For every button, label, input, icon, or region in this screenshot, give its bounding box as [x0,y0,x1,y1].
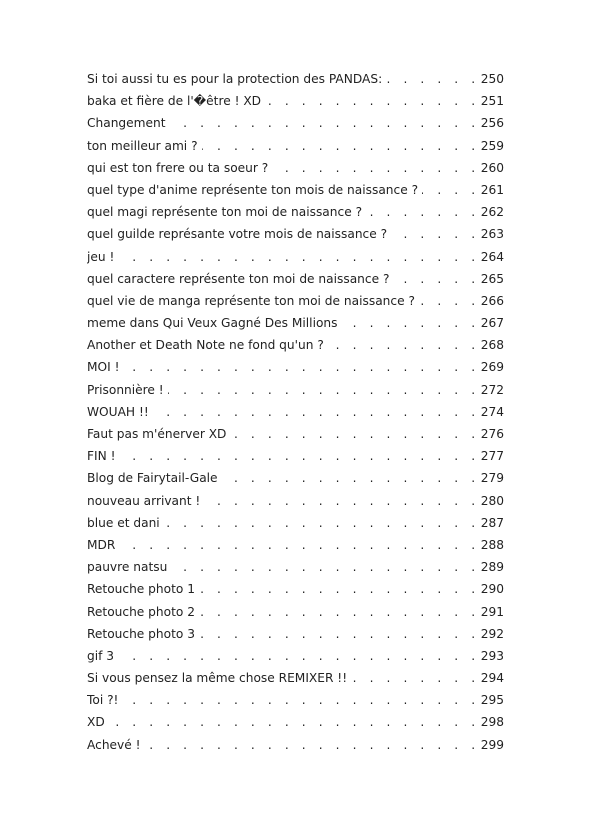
toc-entry-page-number: 274 [480,404,504,419]
toc-entry-title: WOUAH !! [87,404,149,419]
dot-leader [393,268,479,290]
toc-entry-page-number: 295 [480,693,504,708]
toc-entry-title: Blog de Fairytail-Gale [87,471,218,486]
toc-entry-title: gif 3 [87,648,115,663]
toc-entry-page-number: 280 [480,493,504,508]
dot-leader [171,556,479,578]
toc-entry-page-number: 288 [480,537,504,552]
dot-leader [123,356,479,378]
toc-entry-title: jeu ! [87,249,115,264]
dot-leader [118,645,480,667]
toc-entry-page-number: 290 [480,582,504,597]
toc-entry-title: MDR [87,537,116,552]
toc-entry [87,334,504,356]
toc-entry-page-number: 256 [480,116,504,131]
dot-leader [222,467,480,489]
toc-entry-title: nouveau arrivant ! [87,493,201,508]
toc-entry [87,578,504,600]
toc-entry-page-number: 268 [480,338,504,353]
dot-leader [109,711,480,733]
toc-entry [87,423,504,445]
toc-entry-title: Changement [87,116,166,131]
toc-entry-page-number: 293 [480,648,504,663]
toc-entry-page-number: 277 [480,449,504,464]
toc-entry-page-number: 262 [480,205,504,220]
dot-leader [145,734,480,756]
toc-entry [87,135,504,157]
toc-entry-page-number: 299 [480,737,504,752]
toc-entry-title: Retouche photo 1 [87,582,195,597]
toc-entry [87,157,504,179]
toc-entry [87,623,504,645]
toc-entry [87,711,504,733]
toc-entry-title: XD [87,715,105,730]
toc-entry-page-number: 266 [480,293,504,308]
toc-entry-page-number: 265 [480,271,504,286]
toc-entry-page-number: 251 [480,94,504,109]
toc-entry [87,467,504,489]
toc-entry-page-number: 261 [480,182,504,197]
toc-entry-title: Si vous pensez la même chose REMIXER !! [87,671,348,686]
toc-entry-title: quel vie de manga représente ton moi de naissance ? [87,293,415,308]
toc-entry [87,601,504,623]
dot-leader [386,68,479,90]
dot-leader [366,201,480,223]
dot-leader [199,601,480,623]
toc-entry-title: quel guilde représante votre mois de naissance ? [87,227,388,242]
toc-entry [87,734,504,756]
toc-entry [87,667,504,689]
dot-leader [230,423,479,445]
toc-entry-page-number: 298 [480,715,504,730]
toc-entry [87,356,504,378]
toc-entry-page-number: 291 [480,604,504,619]
toc-entry-title: Toi ?! [87,693,119,708]
toc-entry-title: ton meilleur ami ? [87,138,198,153]
toc-entry [87,490,504,512]
toc-entry [87,645,504,667]
dot-leader [422,179,480,201]
toc-entry-title: quel caractere représente ton moi de naissance ? [87,271,390,286]
toc-entry-page-number: 259 [480,138,504,153]
toc-entry-title: meme dans Qui Veux Gagné Des Millions [87,316,338,331]
toc-entry [87,379,504,401]
toc-entry-page-number: 292 [480,626,504,641]
toc-entry-title: blue et dani [87,515,160,530]
toc-entry [87,290,504,312]
toc-entry [87,534,504,556]
toc-entry-page-number: 267 [480,316,504,331]
dot-leader [351,667,480,689]
dot-leader [272,157,479,179]
toc-entry-title: quel magi représente ton moi de naissance ? [87,205,363,220]
dot-leader [199,578,480,600]
toc-entry-title: Prisonnière ! [87,382,164,397]
toc-entry [87,445,504,467]
dot-leader [199,623,480,645]
toc-entry-title: Retouche photo 3 [87,626,195,641]
toc-entry-title: pauvre natsu [87,560,168,575]
dot-leader [119,534,479,556]
toc-entry-title: Retouche photo 2 [87,604,195,619]
toc-entry [87,268,504,290]
toc-entry-page-number: 294 [480,671,504,686]
dot-leader [118,246,479,268]
toc-entry-page-number: 272 [480,382,504,397]
toc-entry-page-number: 279 [480,471,504,486]
toc-entry-title: qui est ton frere ou ta soeur ? [87,160,269,175]
toc-entry [87,90,504,112]
toc-entry-title: Faut pas m'énerver XD [87,427,227,441]
dot-leader [202,135,480,157]
dot-leader [204,490,479,512]
toc-entry-page-number: 276 [480,427,504,441]
dot-leader [119,445,479,467]
table-of-contents [87,68,504,756]
toc-entry-page-number: 250 [480,72,504,86]
toc-entry [87,689,504,711]
dot-leader [168,379,480,401]
toc-entry-title: FIN ! [87,449,116,464]
toc-entry [87,68,504,90]
toc-entry-page-number: 264 [480,249,504,264]
toc-entry-title: Achevé ! [87,737,141,752]
toc-entry-title: quel type d'anime représente ton mois de naissance ? [87,182,419,197]
toc-entry-page-number: 260 [480,160,504,175]
toc-entry [87,401,504,423]
toc-entry-title: MOI ! [87,360,120,375]
toc-entry [87,179,504,201]
toc-entry [87,556,504,578]
dot-leader [122,689,479,711]
toc-entry-page-number: 287 [480,515,504,530]
toc-entry-title: Another et Death Note ne fond qu'un ? [87,338,324,353]
toc-entry [87,223,504,245]
toc-entry-page-number: 263 [480,227,504,242]
toc-entry-title: Si toi aussi tu es pour la protection des PANDAS: [87,72,383,86]
dot-leader [265,90,480,112]
toc-entry-title: baka et fière de l'�être ! XD [87,94,262,109]
toc-entry [87,312,504,334]
dot-leader [342,312,480,334]
dot-leader [391,223,480,245]
dot-leader [164,512,480,534]
toc-entry [87,246,504,268]
toc-entry-page-number: 269 [480,360,504,375]
toc-entry [87,201,504,223]
toc-entry [87,512,504,534]
dot-leader [328,334,480,356]
toc-entry [87,112,504,134]
dot-leader [153,401,480,423]
dot-leader [170,112,480,134]
dot-leader [419,290,480,312]
toc-entry-page-number: 289 [480,560,504,575]
